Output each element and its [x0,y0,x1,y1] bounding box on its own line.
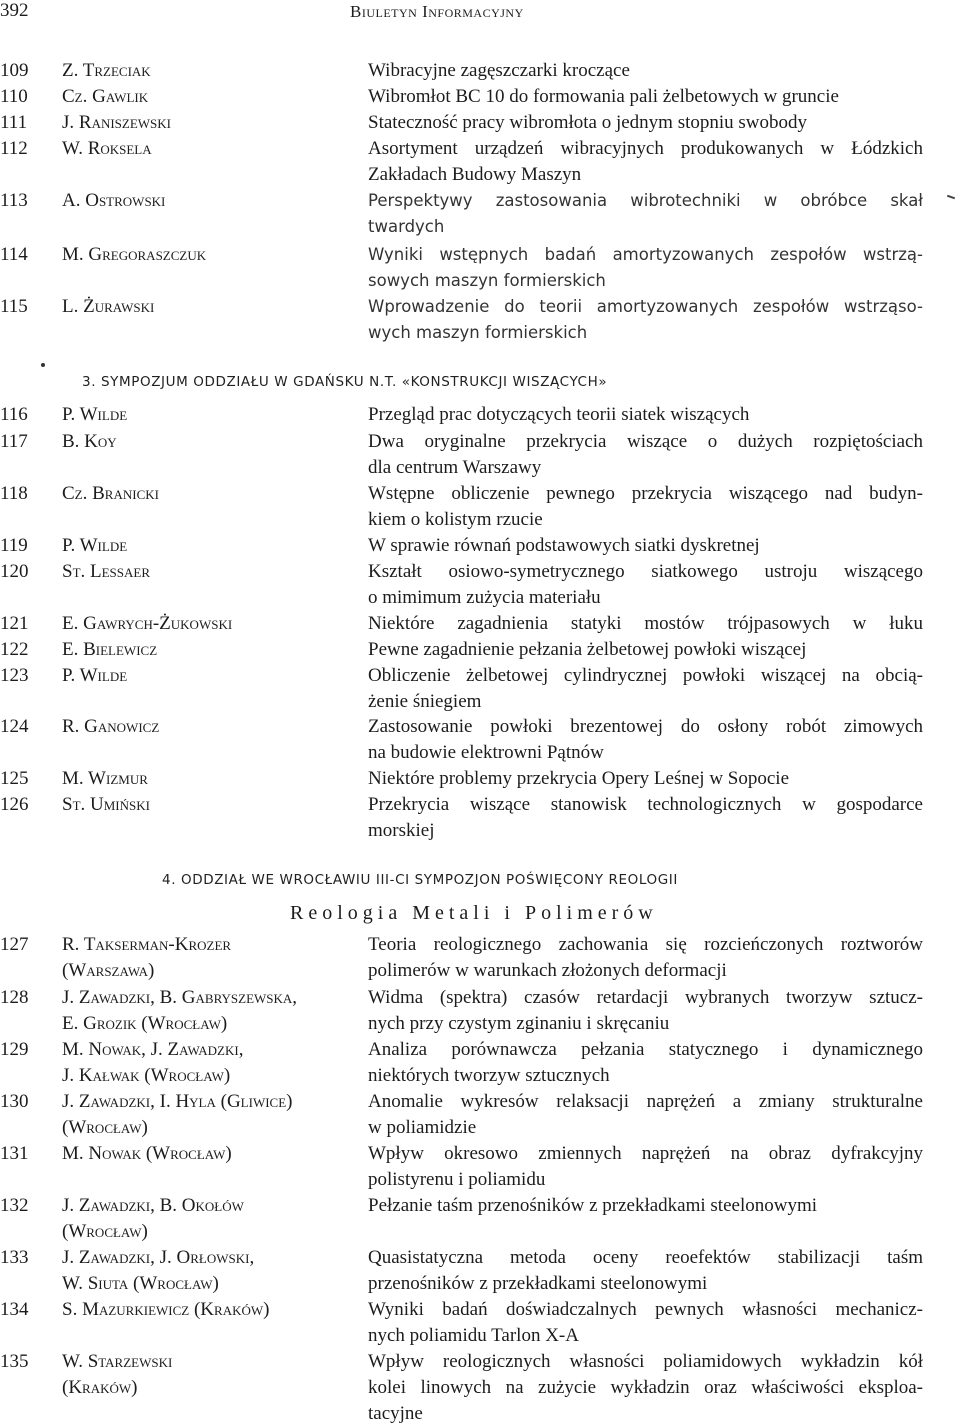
entry-number: 120 [0,561,29,582]
entry-title: Pewne zagadnienie pełzania żelbetowej powłoki wiszącej [368,639,807,660]
entry-author: M. Nowak, J. Zawadzki, J. Kałwak (Wrocław) [62,1039,244,1086]
entry-author: W. Roksela [62,138,152,159]
entry-title: Niektóre problemy przekrycia Opery Leśnej w Sopocie [368,768,790,789]
entry-author: M. Wizmur [62,768,148,789]
entry-author: M. Nowak (Wrocław) [62,1143,232,1164]
entry-title: Przegląd prac dotyczących teorii siatek wiszących [368,404,750,425]
entry-author: R. Takserman-Krozer (Warszawa) [62,934,232,981]
entry-author: B. Koy [62,431,117,452]
entry-title: Analiza porównawcza pełzania statycznego i dynamicznego niektórych tworzyw sztucznych [368,1039,923,1086]
entry-author: E. Bielewicz [62,639,158,660]
entry-number: 123 [0,665,29,686]
entry-author: Cz. Gawlik [62,86,149,107]
entry-number: 113 [0,190,28,211]
entry-number: 114 [0,244,28,265]
entry-title: Wprowadzenie do teorii amortyzowanych zespołów wstrząso- wych maszyn formierskich [368,297,923,342]
scan-mark [41,363,45,367]
entry-number: 110 [0,86,28,107]
entry-number: 124 [0,716,29,737]
entry-author: P. Wilde [62,535,128,556]
entry-title: Obliczenie żelbetowej cylindrycznej powłoki wiszącej na obcią- żenie śniegiem [368,665,923,712]
entry-title: W sprawie równań podstawowych siatki dyskretnej [368,535,760,556]
entry-title: Dwa oryginalne przekrycia wiszące o dużych rozpiętościach dla centrum Warszawy [368,431,923,478]
entry-number: 129 [0,1039,29,1060]
entry-author: S. Mazurkiewicz (Kraków) [62,1299,270,1320]
section-heading: 3. SYMPOZJUM ODDZIAŁU W GDAŃSKU N.T. «KONSTRUKCJI WISZĄCYCH» [82,374,608,390]
entry-number: 130 [0,1091,29,1112]
entry-title: Wpływ reologicznych własności poliamidowych wykładzin kół kolei linowych na zużycie wykładzin oraz właściwości eksploa- tacyjne [368,1351,923,1424]
scan-mark [947,195,955,200]
entry-author: A. Ostrowski [62,190,166,211]
entry-title: Teoria reologicznego zachowania się rozcieńczonych roztworów polimerów w warunkach złożonych deformacji [368,934,923,981]
entry-title: Perspektywy zastosowania wibrotechniki w obróbce skał twardych [368,191,923,236]
entry-author: W. Starzewski (Kraków) [62,1351,173,1398]
section-subheading: Reologia Metali i Polimerów [290,902,658,924]
entry-number: 135 [0,1351,29,1372]
running-header: Biuletyn Informacyjny [350,2,524,21]
entry-author: R. Ganowicz [62,716,160,737]
entry-title: Wyniki wstępnych badań amortyzowanych zespołów wstrzą- sowych maszyn formierskich [368,245,923,290]
entry-author: M. Gregoraszczuk [62,244,207,265]
entry-title: Wpływ okresowo zmiennych naprężeń na obraz dyfrakcyjny polistyrenu i poliamidu [368,1143,923,1190]
entry-title: Wyniki badań doświadczalnych pewnych własności mechanicz- nych poliamidu Tarlon X-A [368,1299,923,1346]
entry-number: 119 [0,535,28,556]
entry-author: Cz. Branicki [62,483,159,504]
entry-number: 109 [0,60,29,81]
entry-author: J. Zawadzki, B. Gabryszewska, E. Grozik (Wrocław) [62,987,298,1034]
entry-number: 111 [0,112,28,133]
entry-title: Widma (spektra) czasów retardacji wybranych tworzyw sztucz- nych przy czystym zginaniu i skręcaniu [368,987,923,1034]
entry-number: 116 [0,404,28,425]
entry-author: J. Zawadzki, J. Orłowski, W. Siuta (Wrocław) [62,1247,255,1294]
entry-number: 131 [0,1143,29,1164]
page-number: 392 [0,0,29,21]
entry-number: 112 [0,138,28,159]
entry-number: 117 [0,431,28,452]
entry-title: Kształt osiowo-symetrycznego siatkowego ustroju wiszącego o mimimum zużycia materiału [368,561,923,608]
entry-author: J. Zawadzki, I. Hyla (Gliwice) (Wrocław) [62,1091,293,1138]
entry-author: P. Wilde [62,404,128,425]
entry-title: Quasistatyczna metoda oceny reoefektów stabilizacji taśm przenośników z przekładkami steelonowymi [368,1247,923,1294]
entry-author: E. Gawrych-Żukowski [62,613,233,634]
entry-title: Asortyment urządzeń wibracyjnych produkowanych w Łódzkich Zakładach Budowy Maszyn [368,138,923,185]
entry-author: J. Raniszewski [62,112,172,133]
entry-author: P. Wilde [62,665,128,686]
entry-title: Niektóre zagadnienia statyki mostów trójpasowych w łuku [368,613,923,634]
entry-number: 125 [0,768,29,789]
entry-number: 132 [0,1195,29,1216]
entry-title: Wibromłot BC 10 do formowania pali żelbetowych w gruncie [368,86,839,107]
entry-title: Zastosowanie powłoki brezentowej do osłony robót zimowych na budowie elektrowni Pątnów [368,716,923,763]
entry-title: Wibracyjne zagęszczarki kroczące [368,60,630,81]
entry-title: Stateczność pracy wibromłota o jednym stopniu swobody [368,112,808,133]
section-heading: 4. ODDZIAŁ WE WROCŁAWIU III-CI SYMPOZJON POŚWIĘCONY REOLOGII [162,872,678,888]
entry-number: 133 [0,1247,29,1268]
entry-author: St. Lessaer [62,561,151,582]
entry-number: 128 [0,987,29,1008]
entry-number: 122 [0,639,29,660]
entry-title: Pełzanie taśm przenośników z przekładkami steelonowymi [368,1195,818,1216]
entry-number: 121 [0,613,29,634]
entry-number: 126 [0,794,29,815]
entry-title: Wstępne obliczenie pewnego przekrycia wiszącego nad budyn- kiem o kolistym rzucie [368,483,923,530]
entry-number: 127 [0,934,29,955]
entry-author: St. Umiński [62,794,150,815]
entry-author: Z. Trzeciak [62,60,151,81]
entry-title: Anomalie wykresów relaksacji naprężeń a zmiany strukturalne w poliamidzie [368,1091,923,1138]
entry-number: 118 [0,483,28,504]
entry-number: 134 [0,1299,29,1320]
entry-author: J. Zawadzki, B. Okołów (Wrocław) [62,1195,244,1242]
entry-author: L. Żurawski [62,296,155,317]
entry-title: Przekrycia wiszące stanowisk technologicznych w gospodarce morskiej [368,794,923,841]
entry-number: 115 [0,296,28,317]
